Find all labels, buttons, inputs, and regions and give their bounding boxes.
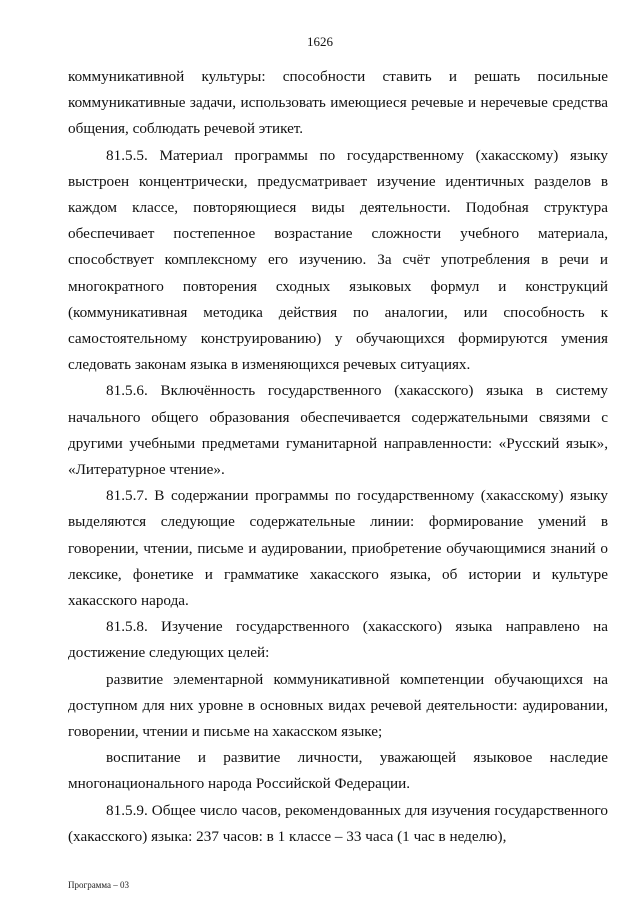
goal-item-communicative: развитие элементарной коммуникативной компетенции обучающихся на доступном для них уровне в основных видах речевой деятельности: аудировании, говорении, чтении и письме на хакасском языке; bbox=[68, 670, 608, 741]
paragraph-81-5-7: 81.5.7. В содержании программы по государственному (хакасскому) языку выделяются следующие содержательные линии: формирование умений в говорении, чтении, письме и аудировании, приобретение обучающимися знаний о лексике, фонетике и грамматике хакасского языка, об истории и культуре хакасского народа. bbox=[68, 487, 608, 610]
paragraph-81-5-9: 81.5.9. Общее число часов, рекомендованных для изучения государственного (хакасского) языка: 237 часов: в 1 классе – 33 часа (1 час в неделю), bbox=[68, 801, 608, 845]
paragraph-81-5-8: 81.5.8. Изучение государственного (хакасского) языка направлено на достижение следующих целей: bbox=[68, 618, 608, 662]
paragraph-continuation: коммуникативной культуры: способности ставить и решать посильные коммуникативные задачи, использовать имеющиеся речевые и неречевые средства общения, соблюдать речевой этикет. bbox=[68, 68, 608, 138]
body-text bbox=[68, 64, 608, 850]
page-number: 1626 bbox=[307, 34, 333, 49]
page-footer: Программа – 03 bbox=[68, 880, 130, 890]
paragraph-81-5-6: 81.5.6. Включённость государственного (хакасского) языка в систему начального общего образования обеспечивается содержательными связями с другими учебными предметами гуманитарной направленности: «Русский язык», «Литературное чтение». bbox=[68, 382, 608, 479]
paragraph-81-5-5: 81.5.5. Материал программы по государственному (хакасскому) языку выстроен концентрически, предусматривает изучение идентичных разделов в каждом классе, повторяющиеся виды деятельности. Подобная структура обеспечивает постепенное возрастание сложности учебного материала, способствует комплексному его изучению. За счёт употребления в речи и многократного повторения сходных языковых формул и конструкций (коммуникативная методика действия по аналогии, или способность к самостоятельному конструированию) у обучающихся формируются умения следовать законам языка в изменяющихся речевых ситуациях. bbox=[68, 146, 608, 374]
goal-item-upbringing: воспитание и развитие личности, уважающей языковое наследие многонационального народа Российской Федерации. bbox=[68, 749, 608, 793]
